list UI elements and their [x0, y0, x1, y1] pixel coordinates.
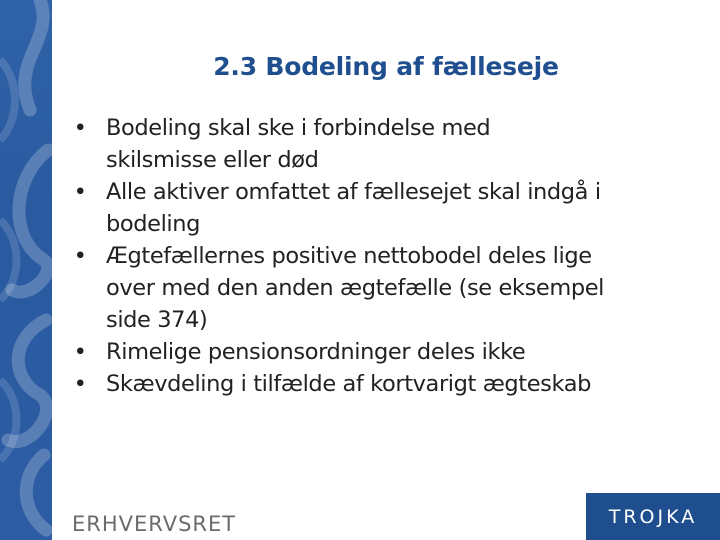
bullet-item	[70, 240, 710, 336]
bullet-line: Bodeling skal ske i forbindelse med	[106, 115, 491, 141]
slide-title: 2.3 Bodeling af fælleseje	[213, 52, 559, 81]
bullet-line: side 374)	[106, 307, 208, 333]
section-sign-pattern-icon	[0, 0, 52, 540]
bullet-line: bodeling	[106, 211, 201, 237]
brand-text: TROJKA	[608, 505, 698, 528]
bullet-glyph: •	[73, 371, 87, 397]
bullet-line: skilsmisse eller død	[106, 147, 319, 173]
bullet-glyph: •	[73, 179, 87, 205]
bullet-glyph: •	[73, 115, 87, 141]
bullet-glyph: •	[73, 339, 87, 365]
bullet-item	[70, 368, 710, 400]
bullet-line: Alle aktiver omfattet af fællesejet skal indgå i	[106, 179, 601, 205]
bullet-item	[70, 176, 710, 240]
bullet-item	[70, 336, 710, 368]
trojka-brand-logo	[586, 493, 720, 540]
bullet-line: Rimelige pensionsordninger deles ikke	[106, 339, 526, 365]
bullet-item	[70, 112, 710, 176]
bullet-list	[70, 112, 710, 400]
bullet-line: Skævdeling i tilfælde af kortvarigt ægteskab	[106, 371, 591, 397]
bullet-glyph: •	[73, 243, 87, 269]
bullet-line: over med den anden ægtefælle (se eksempel	[106, 275, 605, 301]
left-decorative-band	[0, 0, 52, 540]
footer-erhvervsret-label: ERHVERVSRET	[72, 512, 237, 536]
bullet-line: Ægtefællernes positive nettobodel deles lige	[106, 243, 592, 269]
